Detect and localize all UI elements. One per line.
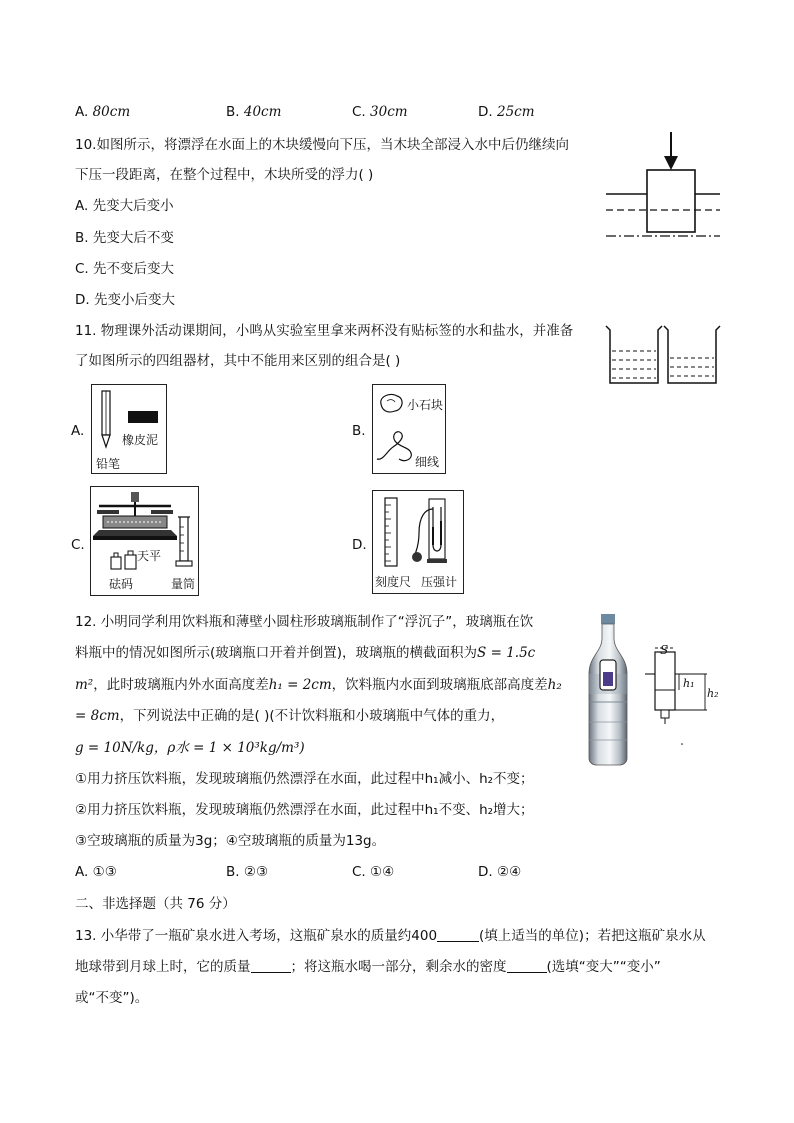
- q12-statement-3-4: ③空玻璃瓶的质量为3g；④空玻璃瓶的质量为13g。: [75, 833, 386, 849]
- q12-stem-line3: m²，此时玻璃瓶内外水面高度差h₁ = 2cm，饮料瓶内水面到玻璃瓶底部高度差h₂: [75, 677, 562, 693]
- q12-figure-bottle: [583, 612, 633, 766]
- q9-option-a: A. 80cm: [75, 104, 131, 120]
- q13-blank-mass[interactable]: [251, 958, 291, 973]
- measuring-cylinder-icon: [175, 515, 193, 569]
- q11-option-a-box: [91, 384, 167, 474]
- q10-stem-line1: 10.如图所示，将漂浮在水面上的木块缓慢向下压，当木块全部浸入水中后仍继续向: [75, 137, 569, 153]
- q11-b-label-stone: 小石块: [407, 398, 444, 412]
- q11-b-label-thread: 细线: [415, 455, 440, 469]
- q10-option-b: B. 先变大后不变: [75, 230, 174, 246]
- q11-a-label-pencil: 铅笔: [96, 457, 121, 471]
- q12-figure-label-s: S: [660, 643, 669, 657]
- q9-option-b: B. 40cm: [226, 104, 282, 120]
- q12-statement-1: ①用力挤压饮料瓶，发现玻璃瓶仍然漂浮在水面，此过程中h₁减小、h₂不变；: [75, 771, 534, 787]
- q11-option-c-box: [90, 486, 199, 596]
- pressure-gauge-icon: [411, 497, 451, 567]
- q11-option-d-box: [372, 490, 464, 594]
- q11-stem-line1: 11. 物理课外活动课期间，小鸣从实验室里拿来两杯没有贴标签的水和盐水，并准备: [75, 323, 574, 339]
- q12-option-a: A. ①③: [75, 864, 117, 880]
- q9-option-c: C. 30cm: [352, 104, 408, 120]
- q12-stem-line1: 12. 小明同学利用饮料瓶和薄壁小圆柱形玻璃瓶制作了“浮沉子”，玻璃瓶在饮: [75, 614, 534, 630]
- balance-scale-icon: [93, 490, 177, 544]
- q11-d-label-ruler: 刻度尺: [375, 575, 412, 589]
- q12-stem-line4: = 8cm，下列说法中正确的是( )(不计饮料瓶和小玻璃瓶中气体的重力，: [75, 708, 505, 724]
- q12-figure-label-h2: h₂: [707, 687, 719, 700]
- q11-option-b-letter: B.: [352, 423, 366, 439]
- q13-line3: 或“不变”)。: [75, 990, 149, 1006]
- weights-icon: [109, 549, 139, 571]
- q11-c-label-balance: 天平: [137, 549, 162, 563]
- q10-figure-wood-block: [600, 130, 725, 245]
- q13-line1: 13. 小华带了一瓶矿泉水进入考场，这瓶矿泉水的质量约400 (填上适当的单位)；若把这瓶矿泉水从: [75, 928, 706, 944]
- q11-stem-line2: 了如图所示的四组器材，其中不能用来区别的组合是( ): [75, 353, 401, 369]
- q11-option-b-box: [372, 384, 446, 474]
- q12-statement-2: ②用力挤压饮料瓶，发现玻璃瓶仍然漂浮在水面，此过程中h₁不变、h₂增大；: [75, 802, 534, 818]
- q11-d-label-gauge: 压强计: [421, 575, 458, 589]
- q13-blank-density[interactable]: [507, 958, 547, 973]
- q13-blank-unit[interactable]: [437, 927, 479, 942]
- q9-option-d: D. 25cm: [478, 104, 535, 120]
- thread-icon: [375, 429, 415, 465]
- q11-c-label-cylinder: 量筒: [171, 577, 196, 591]
- q12-figure-label-h1: h₁: [683, 677, 695, 690]
- q12-stem-line5: g = 10N/kg，ρ水 = 1 × 10³kg/m³): [75, 740, 305, 756]
- q10-option-d: D. 先变小后变大: [75, 292, 175, 308]
- q11-a-label-clay: 橡皮泥: [122, 433, 159, 447]
- q11-c-label-weights: 砝码: [109, 577, 134, 591]
- ruler-icon: [383, 497, 399, 567]
- q12-stem-line2: 料瓶中的情况如图所示(玻璃瓶口开着并倒置)，玻璃瓶的横截面积为S = 1.5c: [75, 645, 536, 661]
- stone-icon: [377, 392, 405, 414]
- q10-stem-line2: 下压一段距离，在整个过程中，木块所受的浮力( ): [75, 167, 374, 183]
- q12-option-d: D. ②④: [478, 864, 522, 880]
- section-2-heading: 二、非选择题（共 76 分）: [75, 896, 236, 912]
- clay-block: [128, 411, 158, 423]
- q13-line2: 地球带到月球上时，它的质量 ；将这瓶水喝一部分，剩余水的密度 (选填“变大”“变小”: [75, 959, 661, 975]
- q11-option-a-letter: A.: [71, 423, 85, 439]
- q11-option-c-letter: C.: [71, 537, 85, 553]
- pencil-icon: [98, 389, 114, 449]
- q11-option-d-letter: D.: [352, 537, 367, 553]
- q12-option-b: B. ②③: [226, 864, 269, 880]
- q12-option-c: C. ①④: [352, 864, 395, 880]
- q11-figure-beakers: [602, 320, 727, 390]
- q10-option-c: C. 先不变后变大: [75, 261, 175, 277]
- q10-option-a: A. 先变大后变小: [75, 198, 174, 214]
